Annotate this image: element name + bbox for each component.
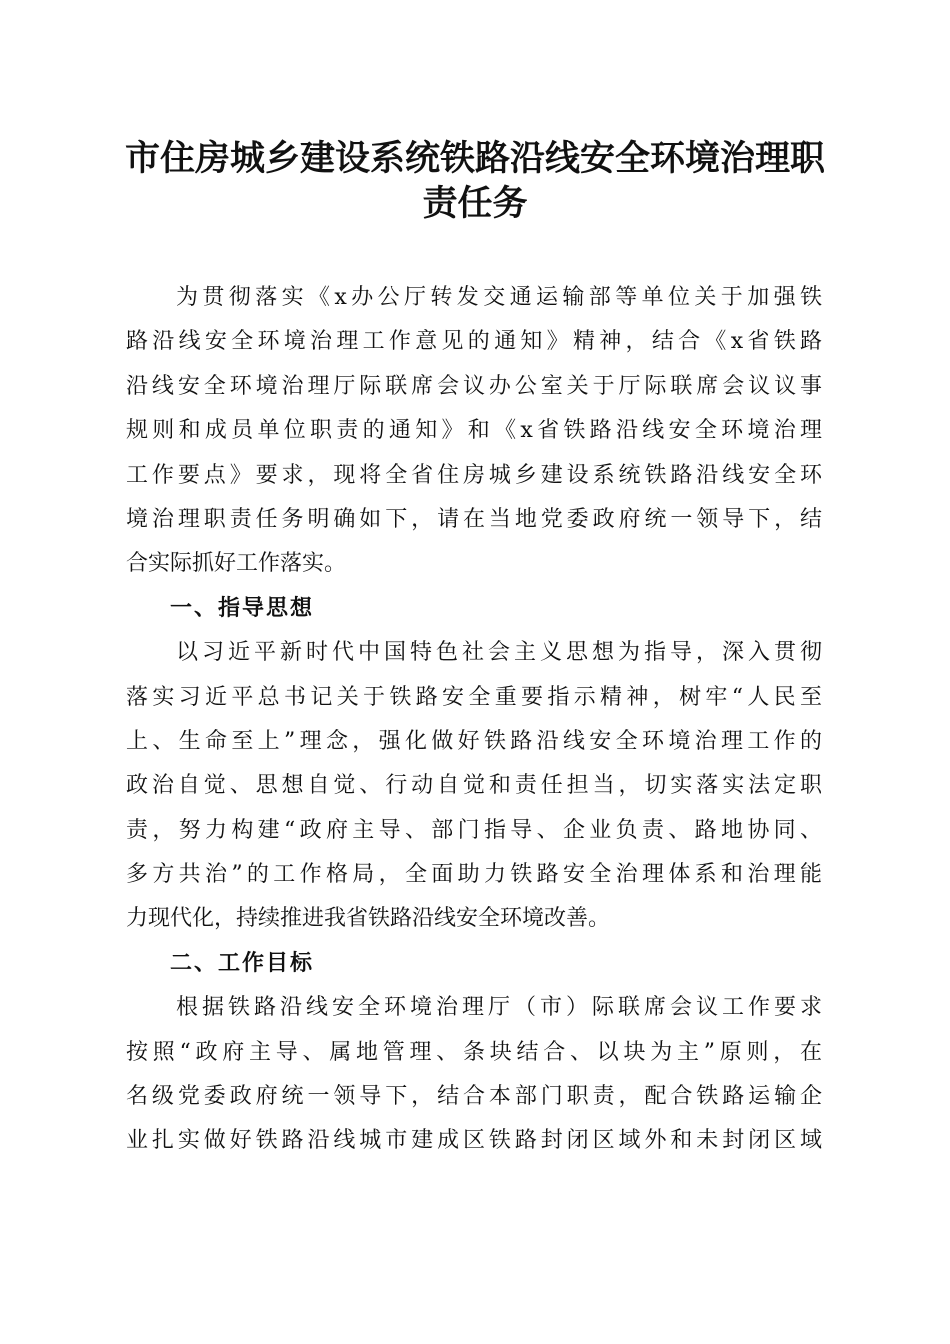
text-line: 沿线安全环境治理厅际联席会议办公室关于厅际联席会议议事	[126, 373, 822, 399]
text-line: 工作要点》要求，现将全省住房城乡建设系统铁路沿线安全环	[126, 462, 822, 488]
title-line: 责任务	[422, 183, 528, 224]
document-body	[126, 276, 822, 1164]
text-line: 为贯彻落实《x办公厅转发交通运输部等单位关于加强铁	[176, 285, 822, 310]
text-line: 多方共治”的工作格局，全面助力铁路安全治理体系和治理能	[126, 862, 822, 888]
text-line: 按照“政府主导、属地管理、条块结合、以块为主”原则，在	[126, 1039, 822, 1065]
section-heading: 二、工作目标	[170, 950, 315, 976]
paragraph	[126, 986, 822, 1164]
text-line: 境治理职责任务明确如下，请在当地党委政府统一领导下，结	[126, 506, 822, 532]
text-line: 落实习近平总书记关于铁路安全重要指示精神，树牢“人民至	[126, 684, 822, 710]
text-line: 力现代化，持续推进我省铁路沿线安全环境改善。	[126, 906, 611, 932]
text-line: 业扎实做好铁路沿线城市建成区铁路封闭区域外和未封闭区域	[126, 1128, 822, 1154]
text-line: 名级党委政府统一领导下，结合本部门职责，配合铁路运输企	[126, 1084, 822, 1110]
text-line: 路沿线安全环境治理工作意见的通知》精神，结合《x省铁路	[126, 329, 822, 355]
text-line: 规则和成员单位职责的通知》和《x省铁路沿线安全环境治理	[126, 418, 822, 444]
text-line: 以习近平新时代中国特色社会主义思想为指导，深入贯彻	[176, 640, 822, 666]
title-line: 市住房城乡建设系统铁路沿线安全环境治理职	[124, 138, 825, 179]
text-line: 政治自觉、思想自觉、行动自觉和责任担当，切实落实法定职	[126, 773, 822, 799]
text-line: 根据铁路沿线安全环境治理厅（市）际联席会议工作要求	[176, 995, 822, 1021]
paragraph	[126, 276, 822, 587]
section-heading: 一、指导思想	[170, 595, 315, 621]
text-line: 上、生命至上”理念，强化做好铁路沿线安全环境治理工作的	[126, 728, 822, 754]
text-line: 合实际抓好工作落实。	[126, 551, 347, 577]
paragraph	[126, 631, 822, 942]
document-title	[110, 136, 840, 226]
text-line: 责，努力构建“政府主导、部门指导、企业负责、路地协同、	[126, 817, 822, 843]
